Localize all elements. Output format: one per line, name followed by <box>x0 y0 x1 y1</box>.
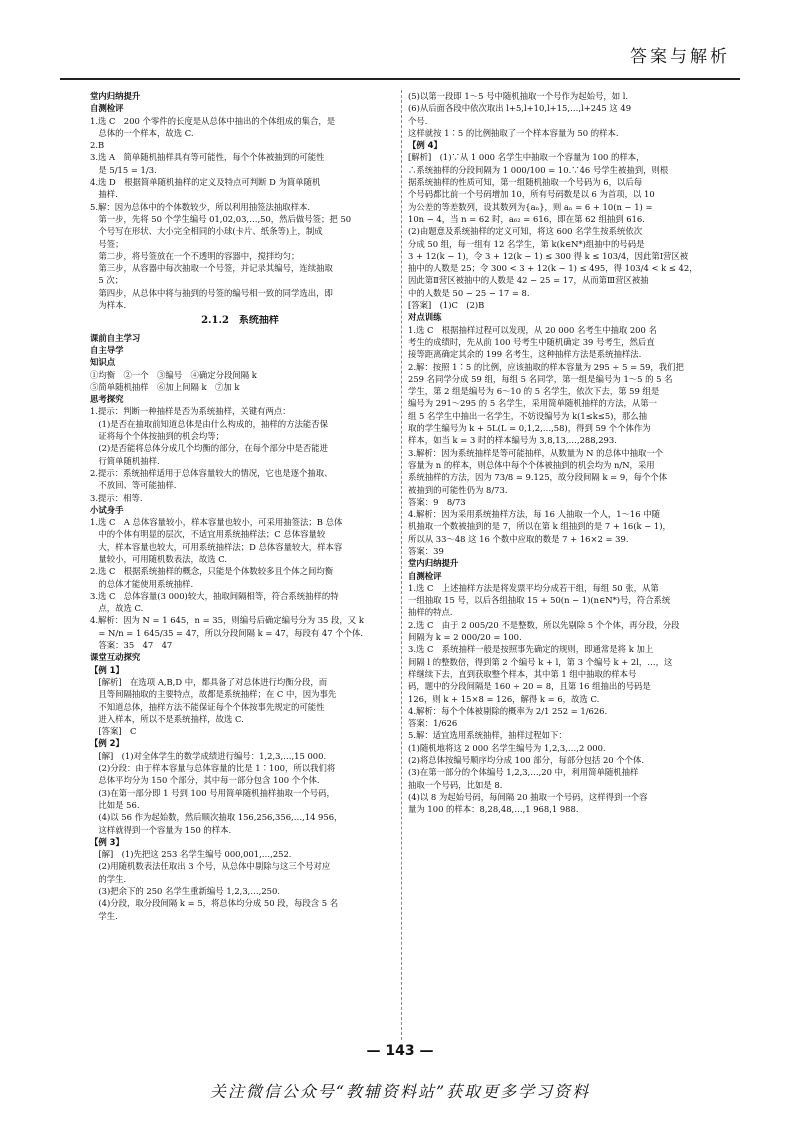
text-line: 10n − 4，当 n = 62 时，a₆₂ = 616，即在第 62 组抽到 616. <box>408 213 645 224</box>
text-line: 点，故选 C. <box>90 603 144 614</box>
text-line: 这样就得到一个容量为 150 的样本. <box>90 824 232 835</box>
section-heading: 知识点 <box>90 357 116 368</box>
text-line: 2.提示：系统抽样适用于总体容量较大的情况，它也是逐个抽取、 <box>90 467 333 478</box>
text-line: 抽取一个号码，比如是 8. <box>408 779 503 790</box>
text-line: 不放回、等可能抽样. <box>90 480 177 491</box>
text-line: [解析] (1)∵从 1 000 名学生中抽取一个容量为 100 的样本， <box>408 152 645 163</box>
text-line: 5.解：因为总体中的个体数较少，所以利用抽签法抽取样本. <box>90 201 311 212</box>
text-line: 4.解析：每个个体被剔除的概率为 2/1 252 = 1/626. <box>408 705 608 716</box>
text-line: 1.选 C 上述抽样方法是将发票平均分成若干组，每组 50 张，从第 <box>408 582 659 593</box>
text-line: 据系统抽样的性质可知，第一组随机抽取一个号码为 6，以后每 <box>408 177 643 188</box>
text-line: 接等距离确定其余的 199 名考生，这种抽样方法是系统抽样法. <box>408 349 642 360</box>
text-line: [解] (1)先把这 253 名学生编号 000,001,…,252. <box>90 849 292 860</box>
text-line: 大，样本容量也较大，可用系统抽样法；D 总体容量较大，样本容 <box>90 541 343 552</box>
text-line: 4.解析：因为采用系统抽样方法，每 16 人抽取一个人，1～16 中随 <box>408 509 660 520</box>
text-line: 样继续下去，直到获取整个样本，其中第 1 组中抽取的样本号 <box>408 668 637 679</box>
text-line: 2.选 C 由于 2 005/20 不是整数，所以先剔除 5 个个体，再分段，分段 <box>408 619 680 630</box>
text-line: = N/n = 1 645/35 = 47，所以分段间隔 k = 47，每段有 47 个个体. <box>90 627 364 638</box>
text-line: ⑤简单随机抽样 ⑥加上间隔 k ⑦加 k <box>90 381 240 392</box>
text-line: 为公差的等差数列，设其数列为{aₙ}，则 aₙ = 6 + 10(n − 1) = <box>408 201 653 212</box>
text-line: 3.选 C 系统抽样一般是按照事先确定的规则，即通常是将 k 加上 <box>408 644 654 655</box>
text-line: (4)以 8 为起始号码，每间隔 20 抽取一个号码，这样得到一个容 <box>408 791 648 802</box>
text-line: 总体的一个样本，故选 C. <box>90 127 194 138</box>
text-line: 5 次； <box>90 275 124 286</box>
text-line: 学生. <box>90 910 118 921</box>
text-line: 抽样的特点. <box>408 607 453 618</box>
chapter-title: 2.1.2 系统抽样 <box>201 315 279 327</box>
text-line: 3.解析：因为系统抽样是等可能抽样，从数量为 N 的总体中抽取一个 <box>408 447 664 458</box>
section-heading: 自主导学 <box>90 344 124 355</box>
text-line: 第二步，将号签放在一个不透明的容器中，搅拌均匀； <box>90 250 300 261</box>
section-heading: 堂内归纳提升 <box>408 558 459 569</box>
text-line: 考生的成绩时，先从前 100 号考生中随机确定 39 号考生，然后直 <box>408 336 655 347</box>
text-line: 码，题中的分段间隔是 160 ÷ 20 = 8，且第 16 组抽出的号码是 <box>408 681 651 692</box>
text-line: (6)从后面各段中依次取出 l+5,l+10,l+15,…,l+245 这 49 <box>408 103 632 114</box>
text-line: 总体平均分为 150 个部分，其中每一部分包含 100 个个体. <box>90 775 320 786</box>
header-rule <box>60 78 740 80</box>
text-line: [答案] (1)C (2)B <box>408 300 485 311</box>
text-line: (3)在第一部分即 1 号到 100 号用简单随机抽样抽取一个号码， <box>90 787 335 798</box>
section-heading: 【例 2】 <box>90 738 124 749</box>
text-line: ①均衡 ②一个 ③编号 ④确定分段间隔 k <box>90 369 257 380</box>
text-line: 机抽取一个数被抽到的是 7，所以在第 k 组抽到的是 7 + 16(k − 1)， <box>408 521 671 532</box>
text-line: 进入样本，所以不是系统抽样，故选 C. <box>90 713 244 724</box>
text-line: 抽中的人数是 25；令 300 < 3 + 12(k − 1) ≤ 495，得 103/4 < k ≤ 42， <box>408 263 698 274</box>
text-line: (1)是否在抽取前知道总体是由什么构成的，抽样的方法能否保 <box>90 418 328 429</box>
section-heading: 【例 3】 <box>90 836 124 847</box>
text-line: (1)随机地将这 2 000 名学生编号为 1,2,3,…,2 000. <box>408 742 606 753</box>
text-line: 259 名同学分成 59 组，每组 5 名同学，第一组是编号为 1～5 的 5 名 <box>408 373 673 384</box>
text-line: 样本，如当 k = 3 时的样本编号为 3,8,13,…,288,293. <box>408 435 617 446</box>
text-line: 答案：39 <box>408 545 444 556</box>
text-line: [解析] 在选项 A,B,D 中，都具备了对总体进行均衡分段，而 <box>90 676 328 687</box>
text-line: 3.选 A 简单随机抽样具有等可能性，每个个体被抽到的可能性 <box>90 152 325 163</box>
text-line: 4.选 D 根据简单随机抽样的定义及特点可判断 D 为简单随机 <box>90 177 321 188</box>
text-line: 学生，第 2 组是编号为 6～10 的 5 名学生，依次下去，第 59 组是 <box>408 386 660 397</box>
text-line: 个号. <box>408 115 428 126</box>
column-divider <box>401 90 402 1040</box>
footer-note: 关注微信公众号“教辅资料站”获取更多学习资料 <box>209 1082 591 1101</box>
text-line: 比如是 56. <box>90 799 140 810</box>
text-line: 这样就按 1∶5 的比例抽取了一个样本容量为 50 的样本. <box>408 127 619 138</box>
text-line: 个号码都比前一个号码增加 10，所有号码数是以 6 为首项，以 10 <box>408 189 655 200</box>
text-line: [解] (1)对全体学生的数学成绩进行编号：1,2,3,…,15 000. <box>90 750 327 761</box>
text-line: 是 5/15 = 1/3. <box>90 164 157 175</box>
text-line: 抽样. <box>90 189 118 200</box>
text-line: 1.提示：判断一种抽样是否为系统抽样，关键有两点： <box>90 406 291 417</box>
text-line: 中的人数是 50 − 25 − 17 = 8. <box>408 287 530 298</box>
text-line: 第四步，从总体中将与抽到的号签的编号相一致的同学选出，即 <box>90 287 333 298</box>
section-heading: 思考探究 <box>90 394 124 405</box>
text-line: 证将每个个体按抽到的机会均等； <box>90 431 224 442</box>
text-line: 个号写在形状、大小完全相同的小球(卡片、纸条等)上，制成 <box>90 226 323 237</box>
text-line: (2)由题意及系统抽样的定义可知，将这 600 名学生按系统依次 <box>408 226 643 237</box>
text-line: (4)分段，取分段间隔 k = 5，将总体均分成 50 段，每段含 5 名 <box>90 898 339 909</box>
text-line: 3 + 12(k − 1)，令 3 + 12(k − 1) ≤ 300 得 k ≤ 103/4，因此第Ⅰ营区被 <box>408 250 689 261</box>
text-line: 行简单随机抽样. <box>90 455 160 466</box>
text-line: 126，则 k + 15×8 = 126，解得 k = 6，故选 C. <box>408 693 600 704</box>
text-line: 2.B <box>90 140 105 151</box>
right-column <box>408 90 708 816</box>
text-line: 答案：9 8/73 <box>408 496 466 507</box>
text-line: 被抽到的可能性仍为 8/73. <box>408 484 508 495</box>
text-line: 间隔 l 的整数倍，得到第 2 个编号 k + l，第 3 个编号 k + 2l，…，这 <box>408 656 673 667</box>
text-line: 量为 100 的样本：8,28,48,…,1 968,1 988. <box>408 804 579 815</box>
text-line: 第一步，先将 50 个学生编号 01,02,03,…,50，然后做号签；把 50 <box>90 213 352 224</box>
text-line: 答案：1/626 <box>408 718 458 729</box>
text-line: 3.选 C 总体容量(3 000)较大，抽取间隔相等，符合系统抽样的特 <box>90 590 339 601</box>
text-line: (4)以 56 作为起始数，然后顺次抽取 156,256,356,…,14 956， <box>90 812 343 823</box>
text-line: 第三步，从容器中每次抽取一个号签，并记录其编号，连续抽取 <box>90 263 333 274</box>
text-line: 容量为 n 的样本，则总体中每个个体被抽到的机会均为 n/N，采用 <box>408 459 655 470</box>
text-line: 不知道总体，抽样方法不能保证每个个体按事先规定的可能性 <box>90 701 325 712</box>
section-heading: 【例 4】 <box>408 140 442 151</box>
page-number: — 143 — <box>366 1043 434 1059</box>
text-line: 1.选 C 根据抽样过程可以发现，从 20 000 名考生中抽取 200 名 <box>408 324 657 335</box>
text-line: 所以从 33～48 这 16 个数中应取的数是 7 + 16×2 = 39. <box>408 533 629 544</box>
section-heading: 对点训练 <box>408 312 442 323</box>
text-line: 因此第Ⅱ营区被抽中的人数是 42 − 25 = 17，从而第Ⅲ营区被抽 <box>408 275 649 286</box>
text-line: (2)是否能将总体分成几个均衡的部分，在每个部分中是否能进 <box>90 443 328 454</box>
section-heading: 小试身手 <box>90 504 124 515</box>
section-heading: 课前自主学习 <box>90 332 141 343</box>
text-line: (2)将总体按编号顺序均分成 100 部分，每部分包括 20 个个体. <box>408 755 645 766</box>
text-line: 量较小，可用随机数表法，故选 C. <box>90 553 228 564</box>
section-heading: 【例 1】 <box>90 664 124 675</box>
text-line: (3)把余下的 250 名学生重新编号 1,2,3,…,250. <box>90 886 280 896</box>
text-line: (2)用随机数表法任取出 3 个号，从总体中剔除与这三个号对应 <box>90 861 331 872</box>
text-line: 2.解：按照 1∶5 的比例，应该抽取的样本容量为 295 ÷ 5 = 59，我们把 <box>408 361 684 372</box>
text-line: 为样本. <box>90 300 127 311</box>
text-line: 号签； <box>90 238 124 249</box>
text-line: 系统抽样的方法，因为 73/8 = 9.125，故分段间隔 k = 9，每个个体 <box>408 472 668 483</box>
header-title: 答案与解析 <box>630 47 730 67</box>
text-line: 组 5 名学生中抽出一名学生，不妨设编号为 k(1≤k≤5)，那么抽 <box>408 410 647 421</box>
text-line: [答案] C <box>90 726 137 737</box>
text-line: 的总体才能使用系统抽样. <box>90 578 194 589</box>
text-line: 间隔为 k = 2 000/20 = 100. <box>408 632 522 643</box>
section-heading: 课堂互动探究 <box>90 652 141 663</box>
left-column <box>90 90 390 922</box>
text-line: 分成 50 组，每一组有 12 名学生，第 k(k∈N*)组抽中的号码是 <box>408 238 645 249</box>
text-line: 1.选 C A 总体容量较小，样本容量也较小，可采用抽签法；B 总体 <box>90 517 343 528</box>
section-heading: 自测检评 <box>90 103 124 114</box>
section-heading: 堂内归纳提升 <box>90 91 141 101</box>
text-line: 5.解：适宜选用系统抽样，抽样过程如下： <box>408 730 567 741</box>
text-line: 3.提示：相等. <box>90 492 143 503</box>
text-line: 一组抽取 15 号，以后各组抽取 15 + 50(n − 1)(n∈N*)号，符合系统 <box>408 595 671 606</box>
text-line: 2.选 C 根据系统抽样的概念，只能是个体数较多且个体之间均衡 <box>90 566 334 577</box>
text-line: (2)分段：由于样本容量与总体容量的比是 1∶100，所以我们将 <box>90 763 336 774</box>
text-line: 中的个体有明显的层次，不适宜用系统抽样法；C 总体容量较 <box>90 529 326 540</box>
text-line: (3)在第一部分的个体编号 1,2,3,…,20 中，利用简单随机抽样 <box>408 767 639 778</box>
text-line: 取的学生编号为 k + 5L(L = 0,1,2,…,58)，得到 59 个个体作为 <box>408 423 651 434</box>
section-heading: 自测检评 <box>408 570 442 581</box>
text-line: ∴系统抽样的分段间隔为 1 000/100 = 10.∵46 号学生被抽到，则根 <box>408 164 669 175</box>
text-line: 编号为 291～295 的 5 名学生，采用简单随机抽样的方法，从第一 <box>408 398 657 409</box>
text-line: 且等间隔抽取的主要特点，故都是系统抽样；在 C 中，因为事先 <box>90 689 337 700</box>
text-line: (5)以第一段即 1～5 号中随机抽取一个号作为起始号，如 l. <box>408 91 629 101</box>
text-line: 1.选 C 200 个零件的长度是从总体中抽出的个体组成的集合，是 <box>90 115 336 126</box>
text-line: 4.解析：因为 N = 1 645，n = 35，则编号后确定编号分为 35 段，又 k <box>90 615 364 626</box>
text-line: 答案：35 47 47 <box>90 640 173 651</box>
text-line: 的学生. <box>90 873 127 884</box>
